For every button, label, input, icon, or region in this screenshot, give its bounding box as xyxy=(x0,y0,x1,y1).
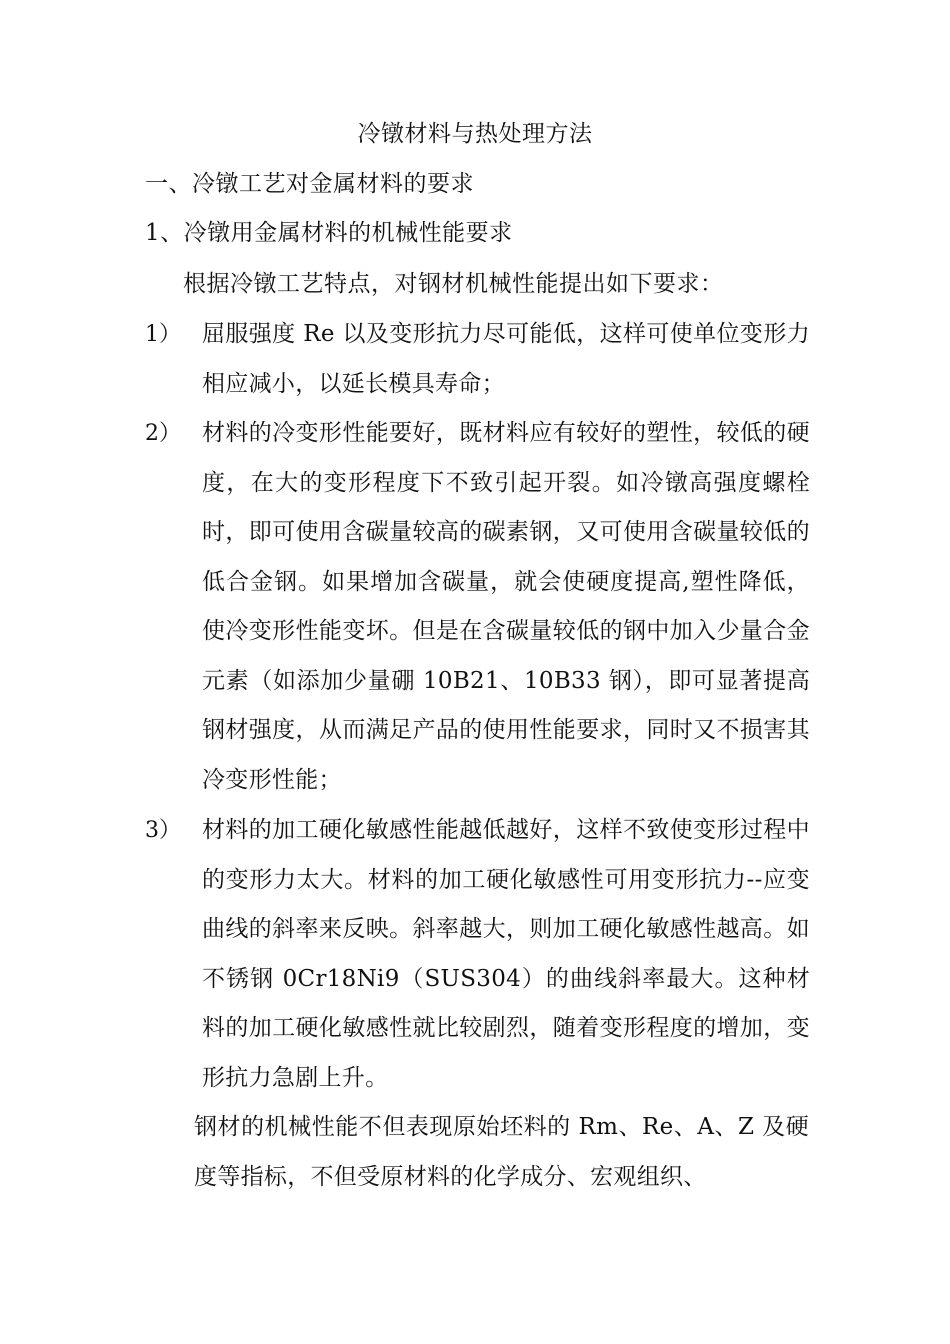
item-number: 2） xyxy=(145,421,181,446)
item-number: 1） xyxy=(145,322,181,347)
item-number: 3） xyxy=(145,818,181,843)
item-text: 材料的加工硬化敏感性能越低越好，这样不致使变形过程中的变形力太大。材料的加工硬化敏感性可用变形抗力--应变曲线的斜率来反映。斜率越大，则加工硬化敏感性越高。如不锈钢 0Cr18Ni9（SUS304）的曲线斜率最大。这种材料的加工硬化敏感性就比较剧烈，随着变形程度的增加，变形抗力急剧上升。 xyxy=(202,817,810,1091)
intro-paragraph: 根据冷镦工艺特点，对钢材机械性能提出如下要求： xyxy=(183,271,724,297)
item-text: 屈服强度 Re 以及变形抗力尽可能低，这样可使单位变形力相应减小，以延长模具寿命； xyxy=(202,321,810,397)
subsection-heading: 1、冷镦用金属材料的机械性能要求 xyxy=(145,220,513,246)
section-heading: 一、冷镦工艺对金属材料的要求 xyxy=(145,171,474,197)
document-title: 冷镦材料与热处理方法 xyxy=(357,121,593,147)
item-text: 材料的冷变形性能要好，既材料应有较好的塑性，较低的硬度，在大的变形程度下不致引起开裂。如冷镦高强度螺栓时，即可使用含碳量较高的碳素钢，又可使用含碳量较低的低合金钢。如果增加含碳量，就会使硬度提高,塑性降低，使冷变形性能变坏。但是在含碳量较低的钢中加入少量合金元素（如添加少量硼 10B21、10B33 钢），即可显著提高钢材强度，从而满足产品的使用性能要求，同时又不损害其冷变形性能； xyxy=(202,420,810,793)
closing-paragraph: 钢材的机械性能不但表现原始坯料的 Rm、Re、A、Z 及硬度等指标，不但受原材料的化学成分、宏观组织、 xyxy=(194,1114,809,1190)
